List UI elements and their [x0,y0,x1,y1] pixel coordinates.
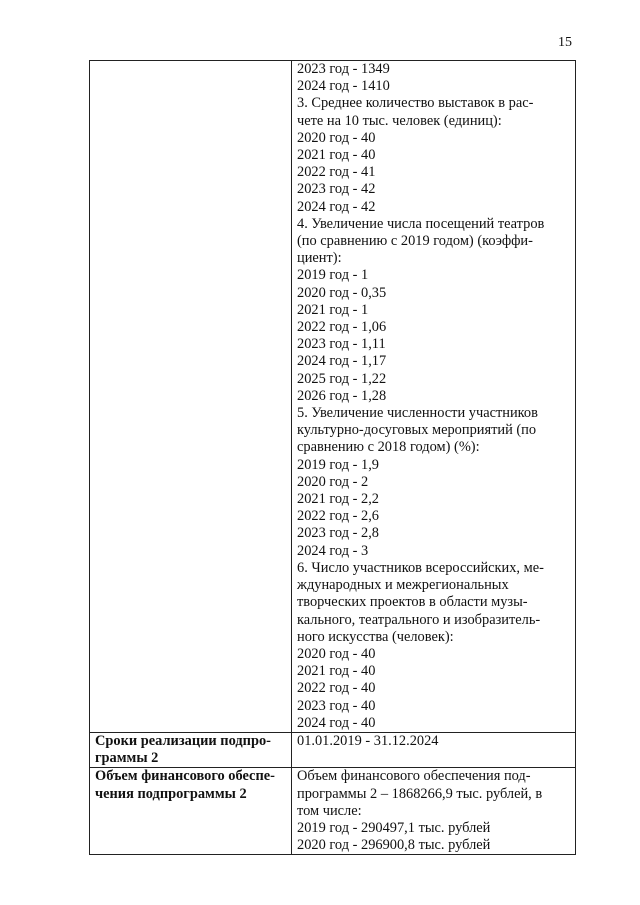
content-line: 2024 год - 40 [297,714,376,731]
content-line: Объем финансового обеспечения под- [297,768,531,785]
row-funding-volume [90,768,576,855]
content-line: сравнению с 2018 годом) (%): [297,439,480,456]
content-line: 2020 год - 40 [297,129,376,146]
content-line: 01.01.2019 - 31.12.2024 [297,732,439,749]
content-line: программы 2 – 1868266,9 тыс. рублей, в [297,785,543,802]
content-line: 2019 год - 1,9 [297,456,380,473]
content-line: 2023 год - 40 [297,697,376,714]
content-line: 2019 год - 1 [297,267,369,284]
content-line: 2023 год - 42 [297,181,376,198]
content-cell [292,61,576,733]
content-line: 2021 год - 40 [297,147,376,164]
label-cell [90,732,292,767]
content-line: 6. Число участников всероссийских, ме- [297,559,544,576]
content-line: 2022 год - 1,06 [297,319,387,336]
content-line: 2020 год - 40 [297,645,376,662]
label-line: чения подпрограммы 2 [95,785,247,802]
content-line: 2026 год - 1,28 [297,387,387,404]
table-body [90,61,576,855]
content-line: 2019 год - 290497,1 тыс. рублей [297,819,491,836]
content-line: 5. Увеличение численности участников [297,405,538,422]
content-line: 2024 год - 1,17 [297,353,387,370]
label-cell [90,768,292,855]
content-line: 2022 год - 40 [297,680,376,697]
content-line: 2024 год - 42 [297,198,376,215]
row-implementation-period [90,732,576,767]
label-line: Объем финансового обеспе- [95,768,275,785]
content-line: чете на 10 тыс. человек (единиц): [297,112,502,129]
content-line: циент): [297,250,342,267]
content-line: ждународных и межрегиональных [297,577,509,594]
content-line: культурно-досуговых мероприятий (по [297,422,537,439]
row-indicators-continued [90,61,576,733]
label-line: Сроки реализации подпро- [95,732,271,749]
content-cell [292,732,576,767]
content-line: 2020 год - 296900,8 тыс. рублей [297,837,491,854]
label-cell [90,61,292,733]
label-line: граммы 2 [95,750,159,767]
content-line: кального, театрального и изобразитель- [297,611,541,628]
content-line: том числе: [297,802,362,819]
content-line: 2024 год - 1410 [297,78,390,95]
passport-table [89,60,576,855]
content-line: 2021 год - 40 [297,663,376,680]
content-line: 2022 год - 2,6 [297,508,380,525]
content-line: 3. Среднее количество выставок в рас- [297,95,534,112]
page-number: 15 [558,35,572,50]
content-cell [292,768,576,855]
content-line: 2020 год - 0,35 [297,284,387,301]
content-line: 2022 год - 41 [297,164,376,181]
content-line: 2023 год - 2,8 [297,525,380,542]
content-line: 4. Увеличение числа посещений театров [297,215,545,232]
content-line: 2024 год - 3 [297,542,369,559]
content-line: 2021 год - 1 [297,301,369,318]
content-line: ного искусства (человек): [297,628,454,645]
content-line: творческих проектов в области музы- [297,594,528,611]
content-line: (по сравнению с 2019 годом) (коэффи- [297,233,533,250]
content-line: 2023 год - 1,11 [297,336,386,353]
content-line: 2023 год - 1349 [297,61,390,77]
content-line: 2021 год - 2,2 [297,491,380,508]
content-line: 2020 год - 2 [297,473,369,490]
content-line: 2025 год - 1,22 [297,370,387,387]
